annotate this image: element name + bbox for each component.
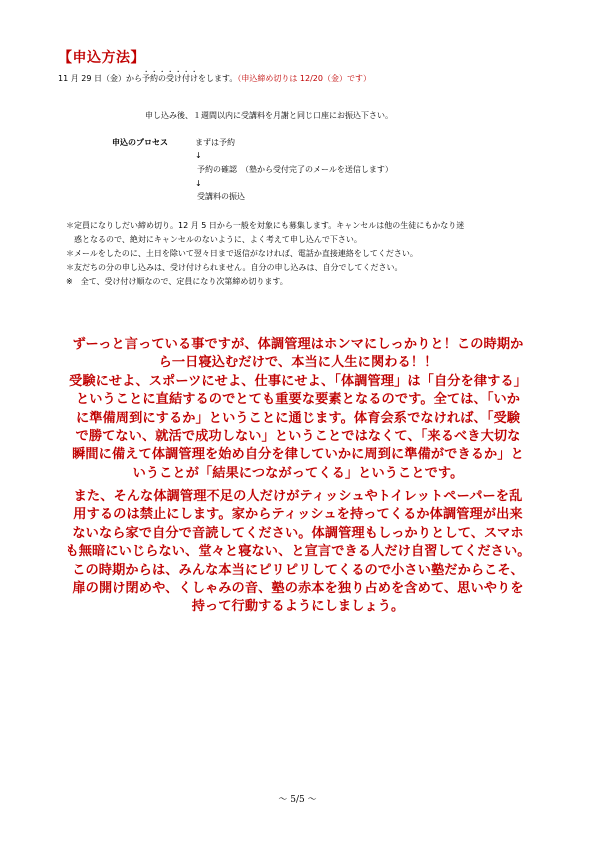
deadline-note: （申込締め切りは 12/20（金）です） [237,74,371,83]
process-step-3: 受講料の振込 [197,192,245,201]
message-line: 扉の開け閉めや、くしゃみの音、塾の赤本を独り占めを含めて、思いやりを [72,581,524,597]
section-heading: 【申込方法】 [58,50,145,66]
message-line: 受験にせよ、スポーツにせよ、仕事にせよ、「体調管理」は「自分を律する」 [69,373,527,389]
booking-line [58,69,371,84]
message-block-2 [44,488,552,617]
message-line: で勝てない、就活で成功しない」ということではなくて、「来るべき大切な [75,429,521,445]
process-step-1: まずは予約 [195,138,235,147]
message-line: ないなら家で自分で音読してください。体調管理もしっかりとして、スマホ [72,525,524,541]
note-3: ＊友だちの分の申し込みは、受け付けられません。自分の申し込みは、自分でしてください。 [66,263,403,272]
message-line: 用するのは禁止にします。家からティッシュを持ってくるか体調管理が出来 [73,507,523,523]
payment-note: 申し込み後、１週間以内に受講料を月謝と同じ口座にお振込下さい。 [145,111,393,120]
process-label: 申込のプロセス [112,138,168,147]
message-line: も無暗にいじらない、堂々と寝ない、と宣言できる人だけ自習してください。 [65,544,531,560]
note-4: ※ 全て、受け付け順なので、定員になり次第締め切ります。 [66,277,288,286]
note-1: ＊定員になりしだい締め切り。12 月 5 日から一般を対象にも募集します。キャンセルは他の生徒にもかなり迷 [66,221,465,230]
message-line: に準備周到にするか」ということに通じます。体育会系でなければ、「受験 [75,410,521,426]
booking-suffix: をします。 [198,74,238,83]
message-line: 持って行動するようにしましょう。 [191,599,405,615]
message-block-1 [44,336,552,483]
booking-date: 11 月 29 日（金）から [58,74,142,83]
message-line: ということに直結するのでとても重要な要素となるのです。全ては、「いか [75,392,521,408]
message-line: また、そんな体調管理不足の人だけがティッシュやトイレットペーパーを乱 [73,489,523,504]
message-line: いうことが「結果につながってくる」ということです。 [132,465,464,481]
message-line: この時期からは、みんな本当にピリピリしてくるので小さい塾だからこそ、 [72,562,524,578]
process-step-2: 予約の確認 （塾から受付完了のメールを送信します） [197,165,393,174]
message-line: ら一日寝込むだけで、本当に人生に関わる！！ [158,355,438,371]
booking-emphasis: 予約の受け付け [142,74,198,83]
process-arrow-2: ↓ [195,179,202,188]
message-line: ずーっと言っている事ですが、体調管理はホンマにしっかりと！この時期か [72,337,524,352]
note-2: ＊メールをしたのに、土日を除いて翌々日まで返信がなければ、電話か直接連絡をしてください。 [66,249,418,258]
process-arrow-1: ↓ [195,151,202,160]
page-number: ～ 5/5 ～ [278,795,317,805]
note-1-cont: 惑となるので、絶対にキャンセルのないように、よく考えて申し込んで下さい。 [74,235,362,244]
message-line: 瞬間に備えて体調管理を始め自分を律していかに周到に準備ができるか」と [72,447,524,463]
